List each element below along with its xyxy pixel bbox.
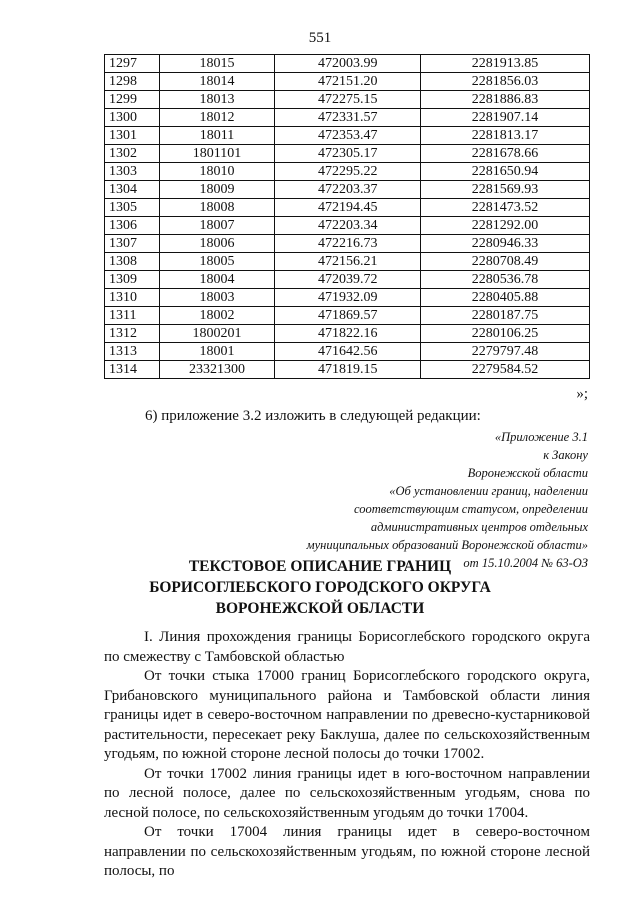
- point-id-cell: 18012: [159, 109, 275, 127]
- x-coordinate-cell: 471642.56: [275, 343, 420, 361]
- paragraph: От точки 17002 линия границы идет в юго-восточном направлении по лесной полосе, далее по сельскохозяйственным угодьям, снова по лесной полосе, по сельскохозяйственным угодьям до точки 17004.: [104, 765, 590, 821]
- y-coordinate-cell: 2281678.66: [420, 145, 589, 163]
- table-row: [105, 361, 590, 379]
- point-number-cell: 1309: [105, 271, 160, 289]
- point-number-cell: 1300: [105, 109, 160, 127]
- table-row: [105, 343, 590, 361]
- y-coordinate-cell: 2279797.48: [420, 343, 589, 361]
- y-coordinate-cell: 2281913.85: [420, 55, 589, 73]
- x-coordinate-cell: 472275.15: [275, 91, 420, 109]
- point-id-cell: 18004: [159, 271, 275, 289]
- appendix-line: муниципальных образований Воронежской области»: [306, 538, 588, 552]
- y-coordinate-cell: 2281569.93: [420, 181, 589, 199]
- point-number-cell: 1299: [105, 91, 160, 109]
- table-row: [105, 163, 590, 181]
- appendix-line: Воронежской области: [467, 466, 588, 480]
- x-coordinate-cell: 471932.09: [275, 289, 420, 307]
- y-coordinate-cell: 2280708.49: [420, 253, 589, 271]
- heading-line: БОРИСОГЛЕБСКОГО ГОРОДСКОГО ОКРУГА: [149, 579, 491, 596]
- point-id-cell: 18011: [159, 127, 275, 145]
- point-number-cell: 1297: [105, 55, 160, 73]
- x-coordinate-cell: 472194.45: [275, 199, 420, 217]
- y-coordinate-cell: 2281292.00: [420, 217, 589, 235]
- x-coordinate-cell: 472331.57: [275, 109, 420, 127]
- point-number-cell: 1307: [105, 235, 160, 253]
- y-coordinate-cell: 2281856.03: [420, 73, 589, 91]
- x-coordinate-cell: 472353.47: [275, 127, 420, 145]
- point-number-cell: 1310: [105, 289, 160, 307]
- y-coordinate-cell: 2280106.25: [420, 325, 589, 343]
- paragraph: I. Линия прохождения границы Борисоглебского городского округа по смежеству с Тамбовской областью: [104, 629, 590, 665]
- paragraph: От точки стыка 17000 границ Борисоглебского городского округа, Грибановского муниципального района и Тамбовской области линия границы идет в северо-восточном направлении по древесно-кустарниковой растительности, пересекает реку Баклуша, далее по сельскохозяйственным угодьям, по южной стороне лесной полосы до точки 17002.: [104, 668, 590, 762]
- heading-line: ТЕКСТОВОЕ ОПИСАНИЕ ГРАНИЦ: [188, 558, 452, 575]
- table-row: [105, 127, 590, 145]
- point-number-cell: 1306: [105, 217, 160, 235]
- point-number-cell: 1308: [105, 253, 160, 271]
- page-number: 551: [308, 30, 332, 46]
- point-number-cell: 1314: [105, 361, 160, 379]
- point-number-cell: 1313: [105, 343, 160, 361]
- y-coordinate-cell: 2281886.83: [420, 91, 589, 109]
- table-row: [105, 73, 590, 91]
- appendix-reference-block: [307, 428, 588, 572]
- table-row: [105, 109, 590, 127]
- coordinates-table-body: [105, 55, 590, 379]
- x-coordinate-cell: 472305.17: [275, 145, 420, 163]
- y-coordinate-cell: 2280536.78: [420, 271, 589, 289]
- table-row: [105, 217, 590, 235]
- y-coordinate-cell: 2281650.94: [420, 163, 589, 181]
- point-number-cell: 1312: [105, 325, 160, 343]
- x-coordinate-cell: 471822.16: [275, 325, 420, 343]
- point-number-cell: 1303: [105, 163, 160, 181]
- y-coordinate-cell: 2280946.33: [420, 235, 589, 253]
- y-coordinate-cell: 2281473.52: [420, 199, 589, 217]
- table-row: [105, 307, 590, 325]
- paragraph: От точки 17004 линия границы идет в северо-восточном направлении по сельскохозяйственным угодьям, по южной стороне лесной полосы, по: [104, 824, 590, 879]
- y-coordinate-cell: 2281813.17: [420, 127, 589, 145]
- table-row: [105, 199, 590, 217]
- x-coordinate-cell: 472295.22: [275, 163, 420, 181]
- table-row: [105, 235, 590, 253]
- point-id-cell: 1801101: [159, 145, 275, 163]
- closing-quote-mark: »;: [576, 386, 588, 402]
- point-id-cell: 18002: [159, 307, 275, 325]
- appendix-line: «Приложение 3.1: [494, 430, 588, 444]
- point-number-cell: 1298: [105, 73, 160, 91]
- point-id-cell: 18015: [159, 55, 275, 73]
- appendix-line: «Об установлении границ, наделении: [389, 484, 588, 498]
- y-coordinate-cell: 2279584.52: [420, 361, 589, 379]
- document-heading: [0, 556, 640, 619]
- x-coordinate-cell: 472203.37: [275, 181, 420, 199]
- x-coordinate-cell: 472216.73: [275, 235, 420, 253]
- x-coordinate-cell: 471869.57: [275, 307, 420, 325]
- x-coordinate-cell: 472156.21: [275, 253, 420, 271]
- point-number-cell: 1311: [105, 307, 160, 325]
- point-id-cell: 18007: [159, 217, 275, 235]
- table-row: [105, 325, 590, 343]
- y-coordinate-cell: 2281907.14: [420, 109, 589, 127]
- x-coordinate-cell: 472151.20: [275, 73, 420, 91]
- x-coordinate-cell: 472203.34: [275, 217, 420, 235]
- appendix-line: административных центров отдельных: [370, 520, 588, 534]
- point-id-cell: 18014: [159, 73, 275, 91]
- point-id-cell: 18006: [159, 235, 275, 253]
- point-id-cell: 18001: [159, 343, 275, 361]
- table-row: [105, 271, 590, 289]
- y-coordinate-cell: 2280187.75: [420, 307, 589, 325]
- coordinates-table: [104, 54, 590, 379]
- point-id-cell: 18005: [159, 253, 275, 271]
- x-coordinate-cell: 471819.15: [275, 361, 420, 379]
- point-id-cell: 23321300: [159, 361, 275, 379]
- table-row: [105, 91, 590, 109]
- point-number-cell: 1305: [105, 199, 160, 217]
- point-id-cell: 18013: [159, 91, 275, 109]
- table-row: [105, 289, 590, 307]
- point-id-cell: 1800201: [159, 325, 275, 343]
- point-id-cell: 18010: [159, 163, 275, 181]
- table-row: [105, 55, 590, 73]
- appendix-line: к Закону: [543, 448, 588, 462]
- appendix-line: от 15.10.2004 № 63-ОЗ: [463, 556, 588, 570]
- amendment-item-line: 6) приложение 3.2 изложить в следующей редакции:: [145, 408, 481, 424]
- point-id-cell: 18008: [159, 199, 275, 217]
- x-coordinate-cell: 472039.72: [275, 271, 420, 289]
- point-number-cell: 1301: [105, 127, 160, 145]
- point-id-cell: 18009: [159, 181, 275, 199]
- appendix-line: соответствующим статусом, определении: [354, 502, 588, 516]
- point-number-cell: 1304: [105, 181, 160, 199]
- point-id-cell: 18003: [159, 289, 275, 307]
- table-row: [105, 145, 590, 163]
- body-text: [104, 628, 590, 882]
- point-number-cell: 1302: [105, 145, 160, 163]
- table-row: [105, 181, 590, 199]
- x-coordinate-cell: 472003.99: [275, 55, 420, 73]
- y-coordinate-cell: 2280405.88: [420, 289, 589, 307]
- heading-line: ВОРОНЕЖСКОЙ ОБЛАСТИ: [215, 600, 425, 617]
- table-row: [105, 253, 590, 271]
